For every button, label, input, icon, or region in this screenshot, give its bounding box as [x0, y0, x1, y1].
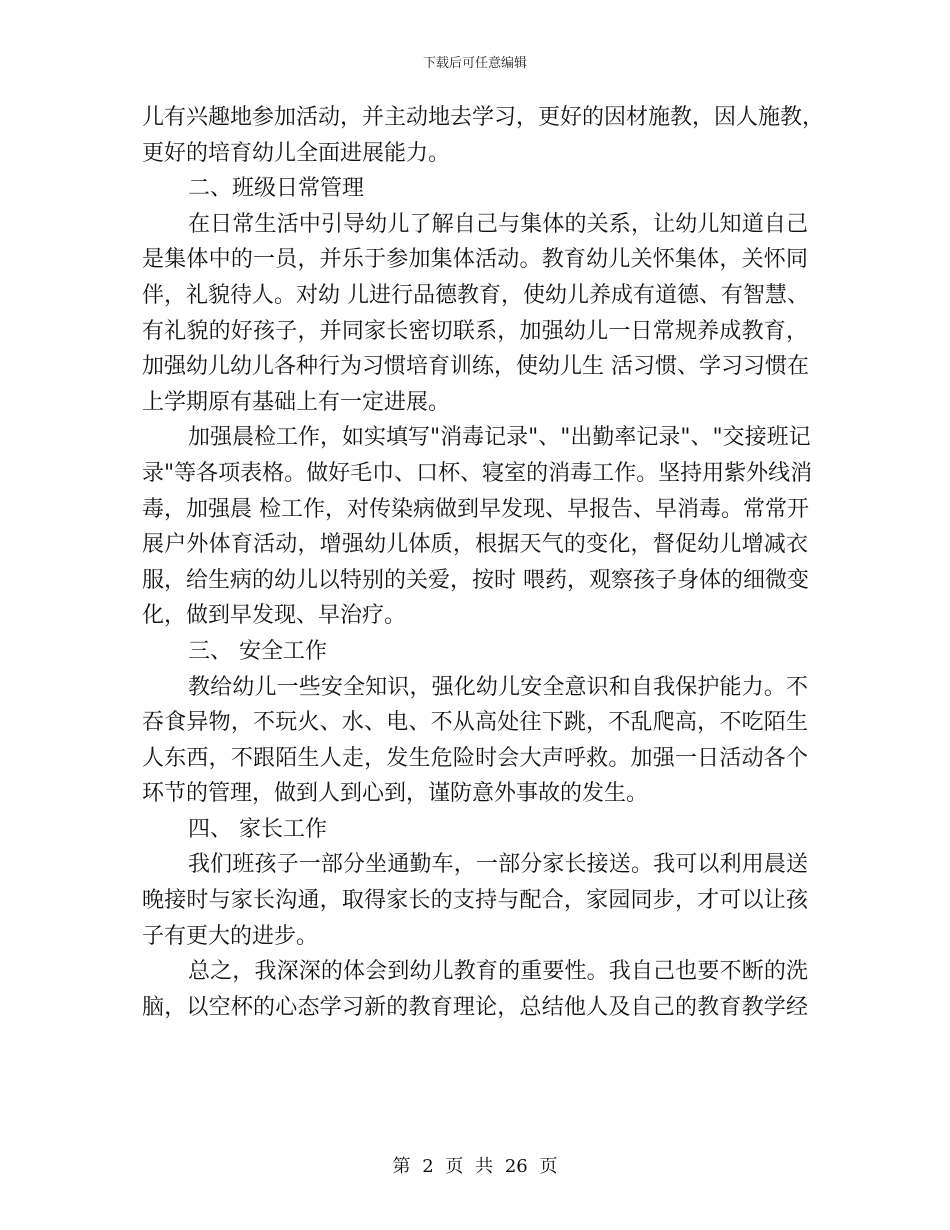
text-line: 更好的培育幼儿全面进展能力。	[142, 140, 451, 166]
text-line: 录"等各项表格。做好毛巾、口杯、寝室的消毒工作。坚持用紫外线消	[142, 460, 813, 486]
text-line: 伴，礼貌待人。对幼 儿进行品德教育，使幼儿养成有道德、有智慧、	[142, 282, 809, 308]
text-line: 有礼貌的好孩子，并同家长密切联系，加强幼儿一日常规养成教育，	[142, 318, 808, 344]
text-line: 服，给生病的幼儿以特别的关爱，按时 喂药，观察孩子身体的细微变	[142, 567, 809, 593]
text-line: 教给幼儿一些安全知识，强化幼儿安全意识和自我保护能力。不	[188, 674, 808, 700]
text-line: 上学期原有基础上有一定进展。	[142, 389, 451, 415]
text-line: 总之，我深深的体会到幼儿教育的重要性。我自己也要不断的洗	[188, 959, 808, 985]
text-line: 吞食异物，不玩火、水、电、不从高处往下跳，不乱爬高，不吃陌生	[142, 710, 808, 736]
page-header: 下载后可任意编辑	[422, 56, 527, 71]
text-line: 环节的管理，做到人到心到，谨防意外事故的发生。	[142, 781, 649, 807]
text-line: 加强幼儿幼儿各种行为习惯培育训练，使幼儿生 活习惯、学习习惯在	[142, 354, 809, 380]
text-line: 展户外体育活动，增强幼儿体质，根据天气的变化，督促幼儿增减衣	[142, 532, 808, 558]
document-body	[142, 100, 825, 1025]
text-line: 毒，加强晨 检工作，对传染病做到早发现、早报告、早消毒。常常开	[142, 496, 809, 522]
text-line: 子有更大的进步。	[142, 923, 319, 949]
text-line: 加强晨检工作，如实填写"消毒记录"、"出勤率记录"、"交接班记	[188, 425, 811, 451]
text-line: 我们班孩子一部分坐通勤车，一部分家长接送。我可以利用晨送	[188, 852, 808, 878]
text-line: 二、班级日常管理	[188, 176, 365, 202]
text-line: 在日常生活中引导幼儿了解自己与集体的关系，让幼儿知道自己	[188, 211, 808, 237]
text-line: 四、 家长工作	[188, 816, 327, 842]
text-line: 儿有兴趣地参加活动，并主动地去学习，更好的因材施教，因人施教，	[142, 105, 825, 130]
text-line: 三、 安全工作	[188, 638, 327, 664]
page-footer: 第 2 页 共 26 页	[392, 1156, 558, 1177]
text-line: 是集体中的一员，并乐于参加集体活动。教育幼儿关怀集体，关怀同	[142, 247, 808, 273]
text-line: 化，做到早发现、早治疗。	[142, 603, 407, 629]
text-line: 脑，以空杯的心态学习新的教育理论，总结他人及自己的教育教学经	[142, 994, 808, 1020]
text-line: 晚接时与家长沟通，取得家长的支持与配合，家园同步，才可以让孩	[142, 888, 808, 914]
text-line: 人东西，不跟陌生人走，发生危险时会大声呼救。加强一日活动各个	[142, 745, 808, 771]
